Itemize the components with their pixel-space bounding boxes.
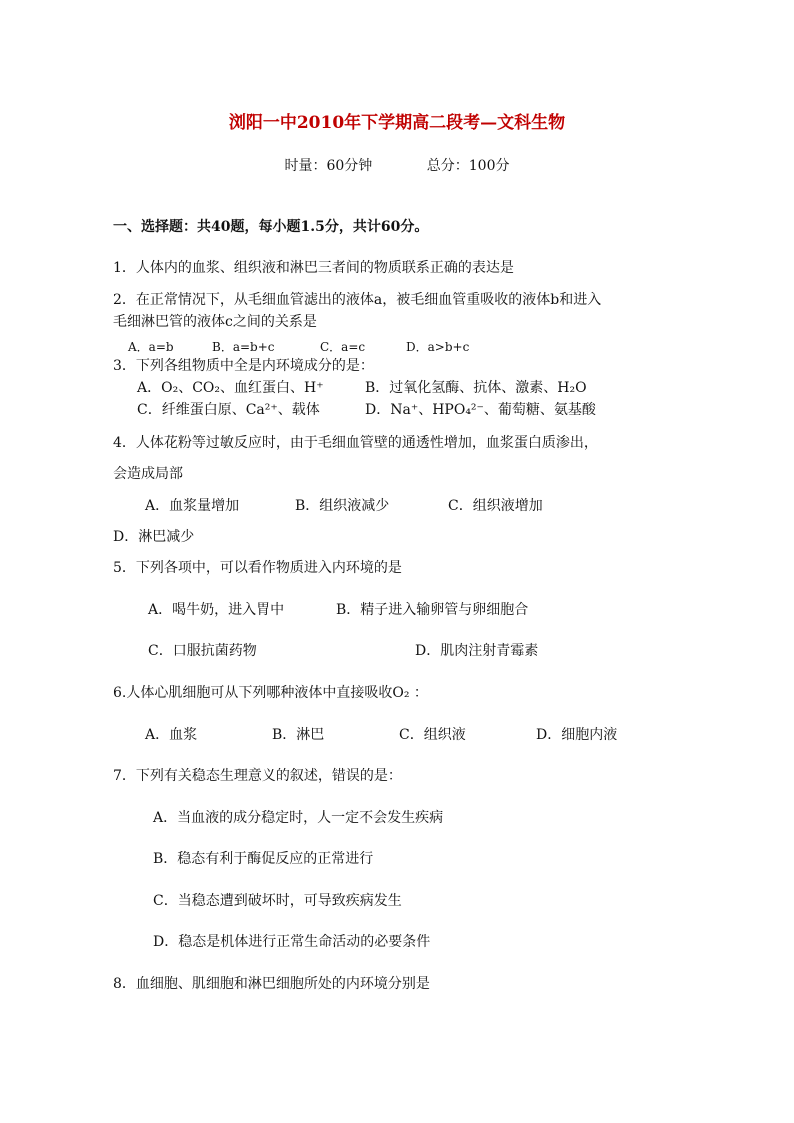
question-3-stem: 3．下列各组物质中全是内环境成分的是： [113, 358, 374, 374]
question-5-options-row1 [148, 601, 528, 619]
option-b: B．a=b+c [212, 340, 275, 354]
question-3-options-row1 [137, 379, 587, 397]
option-c: C．组织液增加 [448, 498, 543, 514]
option-a: A．O₂、CO₂、血红蛋白、H⁺ [137, 380, 324, 396]
question-5-stem: 5．下列各项中，可以看作物质进入内环境的是 [113, 560, 402, 576]
option-a: A．喝牛奶，进入胃中 [148, 602, 285, 618]
option-a: A．血浆 [145, 727, 198, 743]
option-d: D．肌肉注射青霉素 [415, 643, 539, 659]
question-6-options [145, 726, 617, 744]
question-8-stem: 8．血细胞、肌细胞和淋巴细胞所处的内环境分别是 [113, 976, 430, 992]
question-7-stem: 7．下列有关稳态生理意义的叙述，错误的是： [113, 768, 402, 784]
question-3-options-row2 [137, 401, 596, 419]
question-4-line2: 会造成局部 [113, 466, 183, 482]
question-1: 1．人体内的血浆、组织液和淋巴三者间的物质联系正确的表达是 [113, 260, 514, 276]
option-a: A．a=b [128, 340, 174, 354]
question-2-options [128, 338, 469, 356]
question-7-option-c: C．当稳态遭到破坏时，可导致疾病发生 [153, 893, 402, 909]
option-c: C．a=c [320, 340, 366, 354]
question-2-line1: 2．在正常情况下，从毛细血管滤出的液体a，被毛细血管重吸收的液体b和进入 [113, 292, 602, 308]
option-d: D．Na⁺、HPO₄²⁻、葡萄糖、氨基酸 [365, 402, 596, 418]
option-c: C．纤维蛋白原、Ca²⁺、载体 [137, 402, 320, 418]
question-7-option-a: A．当血液的成分稳定时，人一定不会发生疾病 [153, 810, 444, 826]
question-4-option-d: D．淋巴减少 [113, 529, 195, 545]
option-a: A．血浆量增加 [145, 498, 240, 514]
option-d: D．细胞内液 [536, 727, 618, 743]
exam-score: 总分：100分 [426, 158, 510, 174]
question-2-line2: 毛细淋巴管的液体c之间的关系是 [113, 314, 317, 330]
option-b: B．淋巴 [272, 727, 325, 743]
section-heading: 一、选择题：共40题，每小题1.5分，共计60分。 [113, 219, 429, 235]
option-d: D．a>b+c [406, 340, 470, 354]
question-7-option-d: D．稳态是机体进行正常生命活动的必要条件 [153, 934, 431, 950]
exam-meta [0, 155, 794, 175]
option-b: B．过氧化氢酶、抗体、激素、H₂O [365, 380, 587, 396]
option-b: B．精子进入输卵管与卵细胞合 [336, 602, 529, 618]
question-6-stem: 6.人体心肌细胞可从下列哪种液体中直接吸收O₂ ： [113, 685, 428, 701]
question-4-options [145, 497, 543, 515]
question-4-line1: 4．人体花粉等过敏反应时，由于毛细血管壁的通透性增加，血浆蛋白质渗出， [113, 435, 598, 451]
question-5-options-row2 [148, 642, 538, 660]
option-c: C．口服抗菌药物 [148, 643, 257, 659]
exam-time: 时量：60分钟 [284, 158, 373, 174]
option-c: C．组织液 [399, 727, 466, 743]
page-title: 浏阳一中2010年下学期高二段考—文科生物 [228, 113, 566, 133]
option-b: B．组织液减少 [295, 498, 390, 514]
question-7-option-b: B．稳态有利于酶促反应的正常进行 [153, 851, 374, 867]
